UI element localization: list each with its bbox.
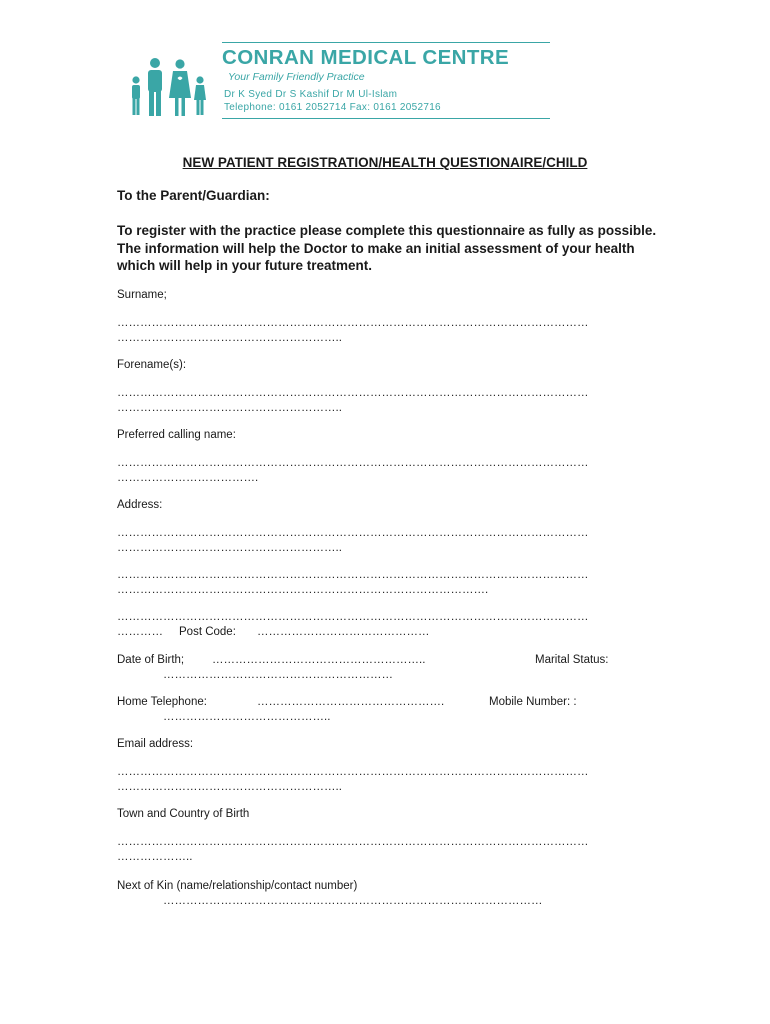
clinic-phone: Telephone: 0161 2052714 Fax: 0161 2052716 xyxy=(224,102,441,113)
forenames-label: Forename(s): xyxy=(117,359,187,371)
marital-status-label: Marital Status: xyxy=(535,654,609,666)
clinic-name: CONRAN MEDICAL CENTRE xyxy=(222,46,510,69)
email-field-line2[interactable]: ………………………………………………….. xyxy=(117,781,342,793)
address-field-line3[interactable]: …………………………………………………………………………………………………………… xyxy=(117,569,589,581)
address-field-line4[interactable]: ……………………………………………………………………………………. xyxy=(117,584,489,596)
address-field-line5[interactable]: …………………………………………………………………………………………………………… xyxy=(117,611,589,623)
marital-status-field[interactable]: …………………………………………………… xyxy=(163,669,393,681)
mobile-number-label: Mobile Number: : xyxy=(489,696,577,708)
surname-label: Surname; xyxy=(117,289,167,301)
preferred-name-field[interactable]: …………………………………………………………………………………………………………… xyxy=(117,457,589,469)
mobile-number-field[interactable]: …………………………………….. xyxy=(163,711,331,723)
home-telephone-field[interactable]: …………………………………………. xyxy=(257,696,445,708)
letterhead-top-rule xyxy=(222,42,550,43)
birthplace-label: Town and Country of Birth xyxy=(117,808,250,820)
home-telephone-label: Home Telephone: xyxy=(117,696,207,708)
birthplace-field[interactable]: …………………………………………………………………………………………………………… xyxy=(117,836,589,848)
address-label: Address: xyxy=(117,499,163,511)
surname-field-line2[interactable]: ………………………………………………….. xyxy=(117,332,342,344)
birthplace-field-line2[interactable]: ……………….. xyxy=(117,851,193,863)
family-figures-icon xyxy=(126,56,210,120)
dob-field[interactable]: ……………………………………………….. xyxy=(212,654,426,666)
clinic-tagline: Your Family Friendly Practice xyxy=(228,71,365,83)
postcode-label: Post Code: xyxy=(179,626,236,638)
email-field[interactable]: …………………………………………………………………………………………………………… xyxy=(117,766,589,778)
dob-label: Date of Birth; xyxy=(117,654,185,666)
salutation: To the Parent/Guardian: xyxy=(117,188,270,203)
doctors-list: Dr K Syed Dr S Kashif Dr M Ul-Islam xyxy=(224,89,398,100)
next-of-kin-label: Next of Kin (name/relationship/contact number) xyxy=(117,880,358,892)
forenames-field[interactable]: …………………………………………………………………………………………………………… xyxy=(117,387,589,399)
address-field-line6[interactable]: ………… xyxy=(117,626,163,638)
address-field-line1[interactable]: …………………………………………………………………………………………………………… xyxy=(117,527,589,539)
forenames-field-line2[interactable]: ………………………………………………….. xyxy=(117,402,342,414)
form-title: NEW PATIENT REGISTRATION/HEALTH QUESTIONAIRE/CHILD xyxy=(182,155,588,170)
postcode-field[interactable]: ……………………………………… xyxy=(257,626,430,638)
preferred-name-field-line2[interactable]: ………………………………. xyxy=(117,472,259,484)
surname-field[interactable]: …………………………………………………………………………………………………………… xyxy=(117,317,589,329)
email-label: Email address: xyxy=(117,738,194,750)
preferred-name-label: Preferred calling name: xyxy=(117,429,236,441)
intro-paragraph: To register with the practice please complete this questionnaire as fully as possible. The information will help the Doctor to make an initial assessment of your health which will help in your future treatment. xyxy=(117,223,657,273)
letterhead-bottom-rule xyxy=(222,118,550,119)
address-field-line2[interactable]: ………………………………………………….. xyxy=(117,542,342,554)
next-of-kin-field[interactable]: ……………………………………………………………………………………… xyxy=(163,895,543,907)
